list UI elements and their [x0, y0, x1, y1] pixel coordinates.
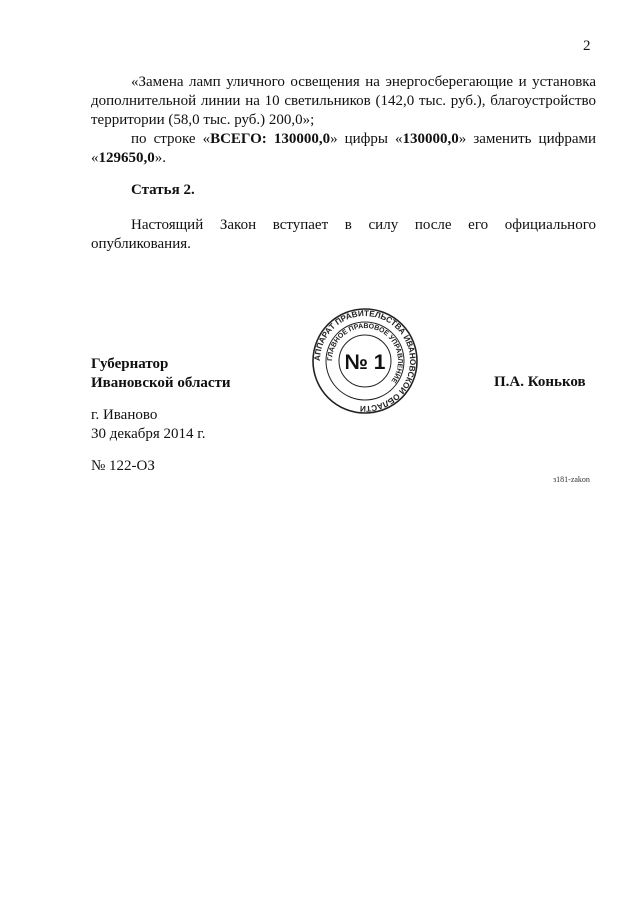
- signer-name: П.А. Коньков: [494, 374, 586, 390]
- law-number: № 122-ОЗ: [91, 458, 155, 474]
- stamp-outer-text: АППАРАТ ПРАВИТЕЛЬСТВА ИВАНОВСКОЙ ОБЛАСТИ: [312, 308, 418, 414]
- position-line: Ивановской области: [91, 375, 231, 391]
- signatory-position: [91, 355, 231, 393]
- page-number: 2: [583, 38, 591, 54]
- amendment-total-text: [91, 130, 596, 168]
- stamp-center-number: № 1: [344, 351, 386, 374]
- date: 30 декабря 2014 г.: [91, 426, 206, 442]
- city: г. Иваново: [91, 407, 158, 423]
- effective-date-text: Настоящий Закон вступает в силу после его официального опубликования.: [91, 217, 596, 252]
- amendment-text: «Замена ламп уличного освещения на энергосберегающие и установка дополнительной линии на 10 светильников (142,0 тыс. руб.), благоустройство территории (58,0 тыс. руб.) 200,0»;: [91, 74, 596, 128]
- text-fragment: ».: [154, 150, 166, 166]
- file-code: з181-zakon: [553, 475, 590, 484]
- new-value: 129650,0: [98, 150, 155, 166]
- article-heading: Статья 2.: [131, 182, 195, 198]
- text-fragment: » заменить цифрами «: [91, 131, 597, 166]
- text-fragment: » цифры «: [330, 131, 403, 147]
- position-line: Губернатор: [91, 356, 169, 372]
- place-and-date: [91, 406, 206, 444]
- total-label: ВСЕГО: 130000,0: [210, 131, 331, 147]
- stamp-inner-text: ГЛАВНОЕ ПРАВОВОЕ УПРАВЛЕНИЕ: [326, 322, 404, 385]
- old-value: 130000,0: [402, 131, 459, 147]
- text-fragment: по строке «: [131, 131, 211, 147]
- official-stamp: [311, 307, 419, 415]
